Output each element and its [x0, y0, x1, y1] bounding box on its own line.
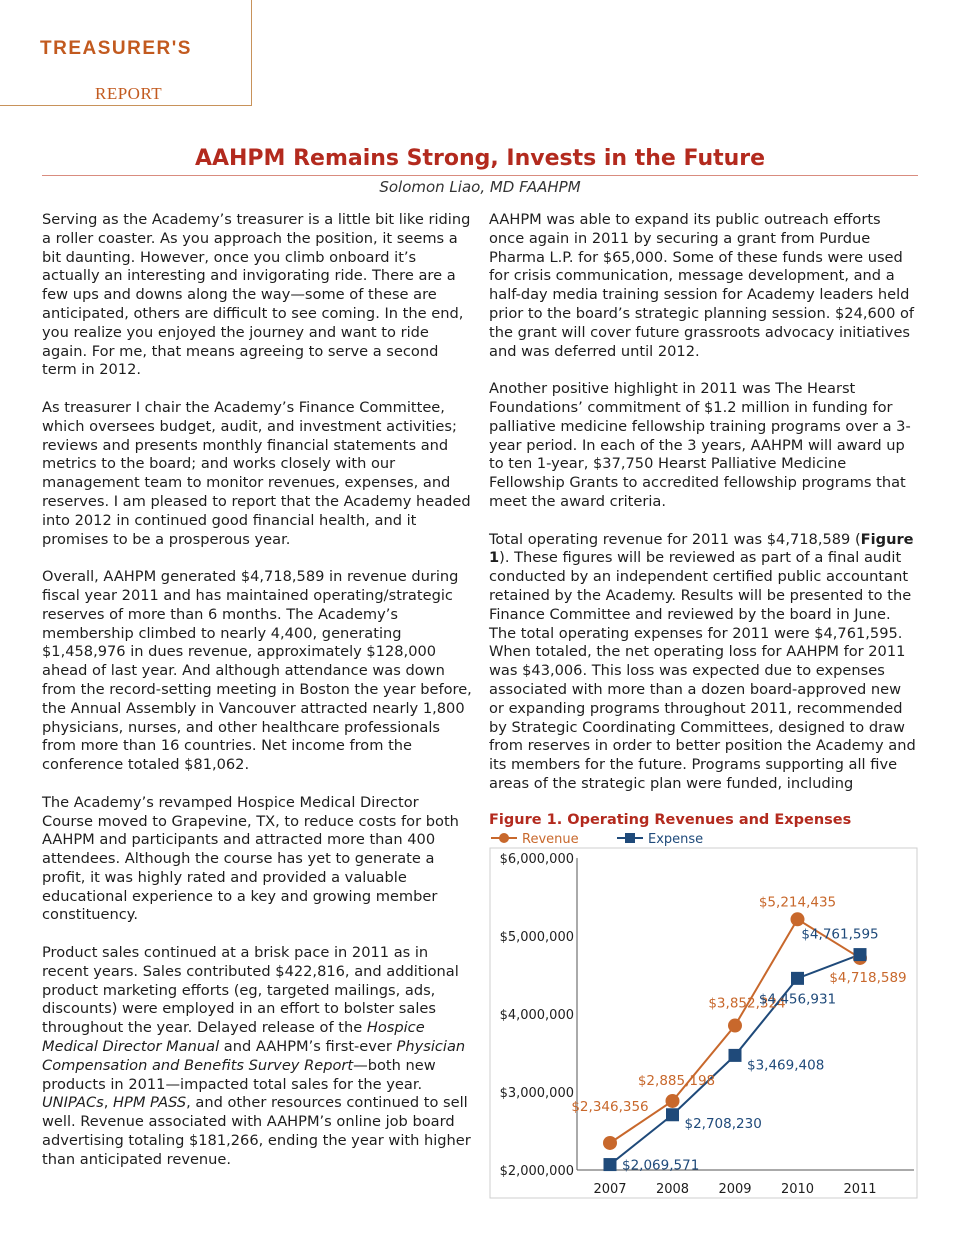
italic-title: Hospice Medical Director Manual: [42, 1019, 425, 1056]
y-tick-label: $4,000,000: [499, 1008, 574, 1023]
legend-revenue-marker: [499, 833, 509, 843]
x-tick-label: 2008: [655, 1182, 690, 1197]
x-tick-label: 2010: [780, 1182, 815, 1197]
chart-frame: [490, 848, 917, 1198]
section-subtitle: REPORT: [95, 84, 163, 103]
italic-title: UNIPACs: [42, 1094, 104, 1112]
legend-expense-label: Expense: [648, 832, 704, 847]
expense-point: [604, 1158, 617, 1171]
article-byline: Solomon Liao, MD FAAHPM: [379, 178, 581, 196]
text-run: ,: [103, 1094, 114, 1112]
section-masthead: [0, 0, 252, 106]
left-column: [42, 211, 472, 1188]
operating-revenue-expense-chart: [489, 828, 919, 1200]
text-run: Total operating revenue for 2011 was $4,718,589 (: [489, 530, 861, 548]
y-tick-label: $6,000,000: [499, 852, 574, 867]
expense-data-label: $4,761,595: [801, 926, 879, 943]
revenue-data-label: $5,214,435: [758, 894, 837, 911]
figure-title: Figure 1. Operating Revenues and Expenses: [489, 812, 852, 828]
paragraph: [489, 531, 919, 794]
legend-expense-marker: [625, 833, 635, 843]
x-tick-label: 2009: [718, 1182, 752, 1197]
paragraph: AAHPM was able to expand its public outreach efforts once again in 2011 by securing a grant from Purdue Pharma L.P. for $65,000. Some of these funds were used for crisis communication, message development, and a half-day media training session for Academy leaders held prior to the board’s strategic planning session. $24,600 of the grant will cover future grassroots advocacy initiatives and was deferred until 2012.: [489, 211, 915, 360]
revenue-point: [603, 1136, 617, 1150]
text-run: —both new products in 2011—impacted total sales for the year.: [42, 1056, 436, 1093]
expense-data-label: $2,708,230: [684, 1115, 762, 1132]
series-markers: [603, 912, 867, 1171]
x-tick-label: 2011: [843, 1182, 877, 1197]
y-axis-ticks: [500, 852, 574, 1179]
figure-reference: Figure 1: [489, 530, 914, 567]
paragraph: The Academy’s revamped Hospice Medical Director Course moved to Grapevine, TX, to reduce costs for both AAHPM and participants and attracted more than 400 attendees. Although the course has yet to generate a profit, it was highly rated and provided a valuable educational experience to a key and growing member constituency.: [42, 793, 459, 924]
revenue-data-label: $2,885,198: [637, 1072, 716, 1089]
revenue-point: [728, 1019, 742, 1033]
y-tick-label: $3,000,000: [499, 1086, 574, 1101]
revenue-data-label: $2,346,356: [571, 1098, 649, 1115]
y-tick-label: $2,000,000: [499, 1164, 574, 1179]
data-labels: [571, 894, 906, 1173]
revenue-point: [791, 912, 805, 926]
expense-data-label: $4,456,931: [758, 991, 837, 1008]
x-axis-ticks: [593, 1182, 876, 1197]
paragraph: Another positive highlight in 2011 was The Hearst Foundations’ commitment of $1.2 million in funding for palliative medicine fellowship training programs over a 3-year period. In each of the 3 years, AAHPM will award up to ten 1-year, $37,750 Hearst Palliative Medicine Fellowship Grants to accredited fellowship programs that meet the award criteria.: [489, 380, 911, 510]
paragraph: [42, 944, 472, 1170]
text-run: , and other resources continued to sell well. Revenue associated with AAHPM’s online job board advertising totaling $181,266, ending the year with higher than anticipated revenue.: [42, 1094, 471, 1168]
text-run: Product sales continued at a brisk pace in 2011 as in recent years. Sales contributed $422,816, and additional product marketing efforts (eg, targeted mailings, ads, discounts) were employed in an effort to bolster sales throughout the year. Delayed release of the: [42, 944, 459, 1037]
right-column: [489, 211, 919, 813]
expense-point: [666, 1108, 679, 1121]
revenue-point: [666, 1094, 680, 1108]
expense-point: [729, 1049, 742, 1062]
revenue-data-label: $4,718,589: [829, 969, 907, 986]
legend: [491, 832, 703, 847]
italic-title: HPM PASS: [113, 1094, 187, 1112]
expense-data-label: $3,469,408: [747, 1057, 825, 1074]
paragraph: Serving as the Academy’s treasurer is a little bit like riding a roller coaster. As you approach the position, it seems a bit daunting. However, once you climb onboard it’s actually an interesting and invigorating ride. There are a few ups and downs along the way—some of these are anticipated, others are difficult to see coming. In the end, you realize you enjoyed the journey and want to ride again. For me, that means agreeing to serve a second term in 2012.: [42, 211, 471, 379]
title-divider: [42, 175, 918, 176]
text-run: ). These figures will be reviewed as part of a final audit conducted by an independent certified public accountant retained by the Academy. Results will be presented to the Finance Committee and reviewed by the board in June. The total operating expenses for 2011 were $4,761,595. When totaled, the net operating loss for AAHPM for 2011 was $43,006. This loss was expected due to expenses associated with more than a dozen board-approved new or expanding programs throughout 2011, recommended by Strategic Coordinating Committees, designed to draw from reserves in order to better position the Academy and its members for the future. Programs supporting all five areas of the strategic plan were funded, including: [489, 549, 916, 792]
revenue-data-label: $3,852,324: [708, 995, 786, 1012]
expense-point: [854, 948, 867, 961]
section-title: TREASURER'S: [40, 38, 192, 59]
article-title: AAHPM Remains Strong, Invests in the Future: [194, 146, 766, 171]
paragraph: Overall, AAHPM generated $4,718,589 in revenue during fiscal year 2011 and has maintained operating/strategic reserves of more than 6 months. The Academy’s membership climbed to nearly 4,400, generating $1,458,976 in dues revenue, approximately $128,000 ahead of last year. And although attendance was down from the record-setting meeting in Boston the year before, the Annual Assembly in Vancouver attracted nearly 1,800 physicians, nurses, and other healthcare professionals from more than 16 countries. Net income from the conference totaled $81,062.: [42, 568, 472, 774]
text-run: and AAHPM’s first-ever: [219, 1038, 397, 1056]
expense-point: [791, 972, 804, 985]
y-tick-label: $5,000,000: [499, 930, 574, 945]
italic-title: Physician Compensation and Benefits Survey Report: [42, 1038, 466, 1074]
paragraph: As treasurer I chair the Academy’s Finance Committee, which oversees budget, audit, and investment activities; reviews and presents monthly financial statements and metrics to the board; and works closely with our management team to monitor revenues, expenses, and reserves. I am pleased to report that the Academy headed into 2012 in continued good financial health, and it promises to be a prosperous year.: [42, 398, 471, 548]
x-tick-label: 2007: [593, 1182, 627, 1197]
legend-revenue-label: Revenue: [522, 832, 579, 847]
expense-data-label: $2,069,571: [622, 1157, 700, 1174]
